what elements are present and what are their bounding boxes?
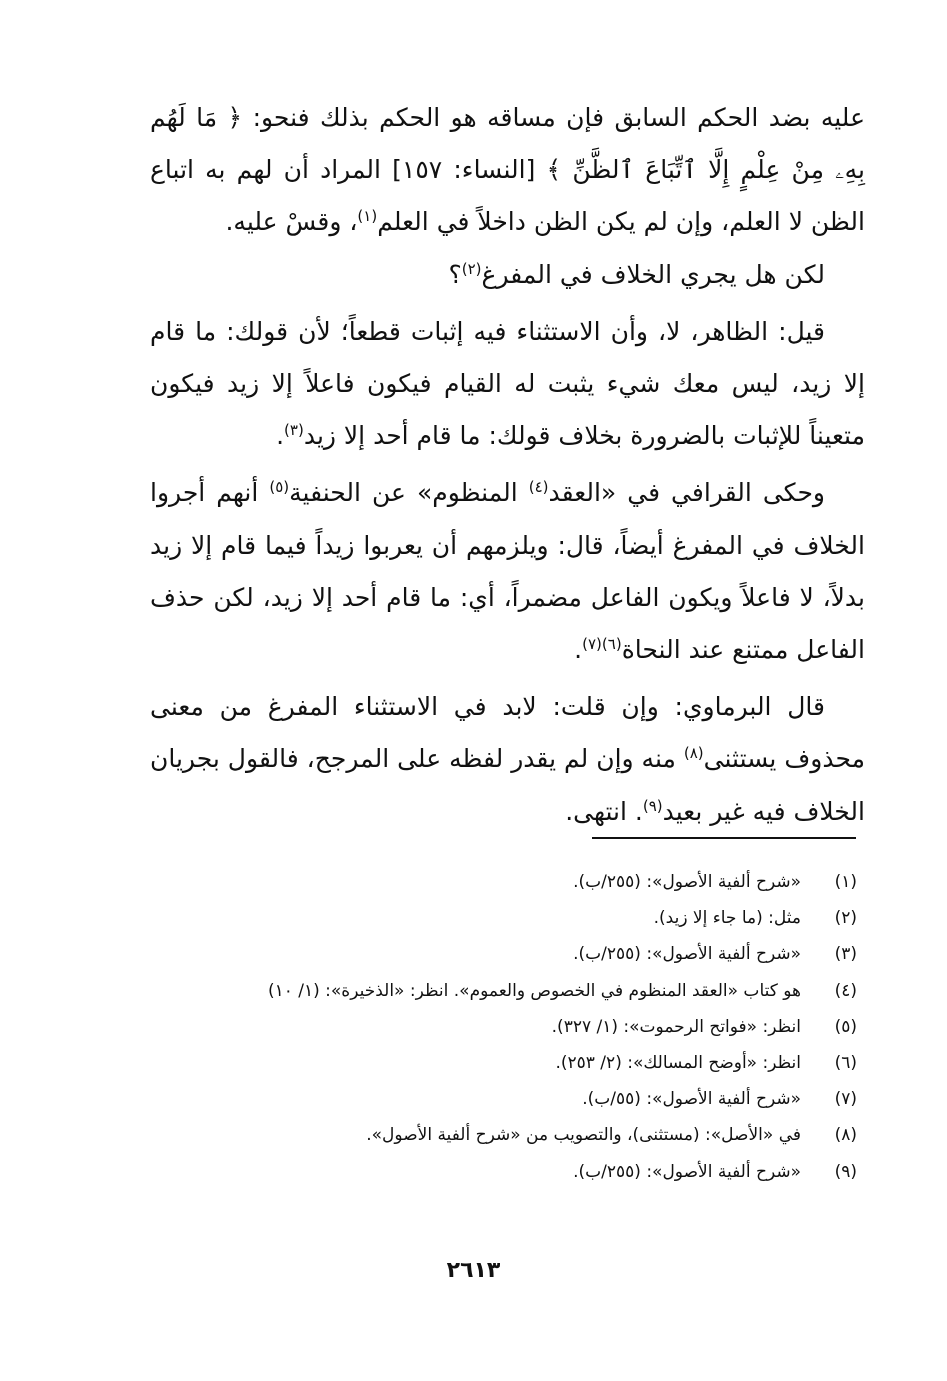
footnote-item <box>150 1009 865 1045</box>
footnote-item <box>150 900 865 936</box>
footnote-item <box>150 973 865 1009</box>
footnote-text: مثل: (ما جاء إلا زيد). <box>653 908 801 929</box>
footnotes-list <box>150 864 865 1190</box>
paragraph-2-tail: ؟ <box>448 259 462 289</box>
footnote-text: هو كتاب «العقد المنظوم في الخصوص والعموم». انظر: «الذخيرة»: (١/ ١٠) <box>267 980 801 1001</box>
paragraph-5-text-2: منه وإن لم يقدر لفظه على المرجح، فالقول بجريان الخلاف فيه غير بعيد <box>150 744 865 826</box>
paragraph-4-text-2: المنظوم» عن الحنفية <box>289 478 529 508</box>
footnote-text: انظر: «أوضح المسالك»: (٢/ ٢٥٣). <box>555 1052 801 1073</box>
paragraph-1 <box>150 92 865 249</box>
footnote-number: (٨) <box>834 1125 857 1146</box>
paragraph-2-text: لكن هل يجري الخلاف في المفرغ <box>481 259 825 289</box>
footnote-number: (٧) <box>834 1089 857 1110</box>
paragraph-1-tail: ، وقسْ عليه. <box>225 207 358 237</box>
footnote-ref-4: (٤) <box>528 478 549 497</box>
footnote-divider <box>592 837 856 839</box>
footnote-text: «شرح ألفية الأصول»: (٢٥٥/ب). <box>573 872 801 892</box>
footnote-text: «شرح ألفية الأصول»: (٥٥/ب). <box>582 1089 801 1110</box>
paragraph-4-tail: . <box>574 635 583 665</box>
footnote-ref-6: (٦) <box>601 635 622 654</box>
footnote-item <box>150 936 865 972</box>
paragraph-3-tail: . <box>276 421 285 451</box>
footnote-item <box>150 1154 865 1190</box>
paragraph-5-text: قال البرماوي: وإن قلت: لابد في الاستثناء المفرغ من معنى محذوف يستثنى <box>150 692 865 774</box>
footnote-item <box>150 864 865 900</box>
footnote-text: «شرح ألفية الأصول»: (٢٥٥/ب). <box>573 1161 801 1182</box>
paragraph-3-text: قيل: الظاهر، لا، وأن الاستثناء فيه إثبات قطعاً؛ لأن قولك: ما قام إلا زيد، ليس معك شيء يثبت له القيام فيكون فاعلاً إلا زيد فيكون متعيناً للإثبات بالضرورة بخلاف قولك: ما قام أحد إلا زيد <box>150 316 865 451</box>
footnote-ref-9: (٩) <box>642 796 663 815</box>
footnote-item <box>150 1117 865 1153</box>
footnote-item <box>150 1081 865 1117</box>
footnote-ref-1: (١) <box>357 207 378 226</box>
footnote-text: انظر: «فواتح الرحموت»: (١/ ٣٢٧). <box>551 1016 801 1037</box>
footnote-number: (٤) <box>834 980 857 1001</box>
paragraph-5-tail: . انتهى. <box>565 796 643 826</box>
paragraph-1-text: عليه بضد الحكم السابق فإن مساقه هو الحكم بذلك فنحو: ﴿ مَا لَهُم بِهِۦ مِنْ عِلْمٍ إِلَّا ٱتِّبَاعَ ٱلظَّنِّ ﴾ [النساء: ١٥٧] المراد أن لهم به اتباع الظن لا العلم، وإن لم يكن الظن داخلاً في العلم <box>150 103 865 237</box>
paragraph-2 <box>150 249 865 301</box>
paragraph-4-text: وحكى القرافي في «العقد <box>548 478 825 508</box>
footnote-ref-8: (٨) <box>683 744 704 763</box>
footnote-number: (٦) <box>834 1052 857 1073</box>
footnote-ref-2: (٢) <box>461 259 482 278</box>
footnote-ref-3: (٣) <box>284 421 304 440</box>
paragraph-4 <box>150 467 865 676</box>
footnote-number: (٩) <box>834 1161 857 1182</box>
footnote-item <box>150 1045 865 1081</box>
footnote-number: (٣) <box>834 944 857 965</box>
footnote-ref-7: (٧) <box>582 635 602 654</box>
footnote-text: في «الأصل»: (مستثنى)، والتصويب من «شرح ألفية الأصول». <box>366 1125 801 1146</box>
footnote-number: (٥) <box>834 1016 857 1037</box>
footnote-ref-5: (٥) <box>269 478 290 497</box>
paragraph-4-text-3: أنهم أجروا الخلاف في المفرغ أيضاً، قال: ويلزمهم أن يعربوا زيداً فيما قام إلا زيد بدلاً، لا فاعلاً ويكون الفاعل مضمراً، أي: ما قام أحد إلا زيد، لكن حذف الفاعل ممتنع عند النحاة <box>150 478 865 665</box>
paragraph-5 <box>150 681 865 838</box>
paragraph-3 <box>150 306 865 463</box>
main-text <box>150 92 865 838</box>
footnote-number: (١) <box>834 872 857 892</box>
footnote-text: «شرح ألفية الأصول»: (٢٥٥/ب). <box>573 944 801 965</box>
footnote-number: (٢) <box>834 908 857 929</box>
page-number: ٢٦١٣ <box>446 1258 501 1283</box>
